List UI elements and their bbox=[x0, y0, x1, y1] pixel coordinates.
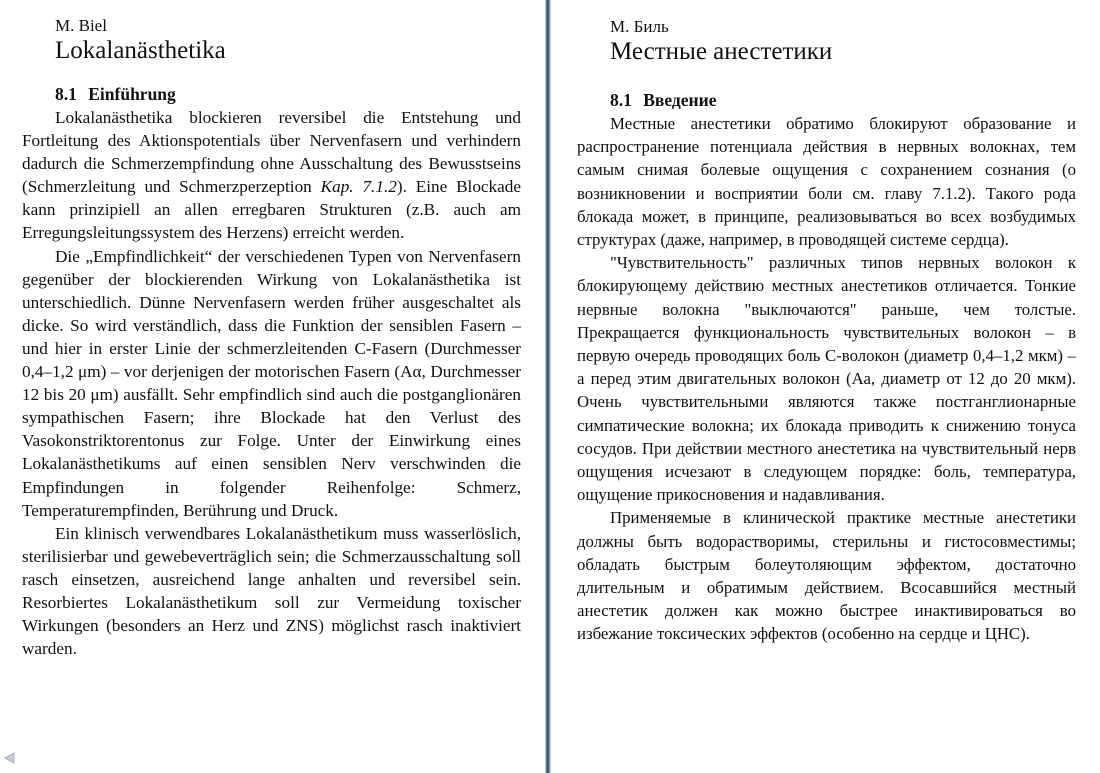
paragraph-1 bbox=[22, 106, 521, 245]
paragraph-3: Применяемые в клинической практике местные анестетики должны быть водорастворимы, стерильны и гистосовместимы; обладать быстрым болеутоляющим эффектом, достаточно длительным и обратимым действием. Всосавшийся местный анестетик должен как можно быстрее инактивироваться во избежание токсических эффектов (особенно на сердце и ЦНС). bbox=[577, 508, 1076, 644]
section-heading bbox=[55, 83, 521, 106]
section-title: Einführung bbox=[88, 84, 176, 104]
author-name: M. Biel bbox=[55, 16, 107, 35]
section-title: Введение bbox=[643, 90, 717, 110]
paragraph-2: Die „Empfindlichkeit“ der verschiedenen Typen von Nervenfasern gegenüber der blockierenden Wirkung von Lokalanästhetika ist unterschiedlich. Dünne Nervenfasern werden früher ausgeschaltet als dicke. So wird verständlich, dass die Funktion der sensiblen Fasern – und hier in erster Linie der schmerzleitenden C-Fasern (Durchmesser 0,4–1,2 μm) – vor derjenigen der motorischen Fasern (Aα, Durchmesser 12 bis 20 μm) ausfällt. Sehr empfindlich sind auch die postganglionären sympathischen Fasern; ihre Blockade hat den Verlust des Vasokonstriktorentonus zur Folge. Unter der Einwirkung eines Lokalanästhetikums auf einen sensiblen Nerv verschwinden die Empfindungen in folgender Reihenfolge: Schmerz, Temperaturempfinden, Berührung und Druck. bbox=[22, 246, 521, 520]
paragraph-text: Lokalanästhetika blockieren reversibel die Entstehung und Fortleitung des Aktionspotentials über Nervenfasern und verhindern dadurch die Schmerzempfindung ohne Ausschaltung des Bewusstseins (Schmerzleitung und Schmerzperzeption bbox=[22, 108, 521, 197]
document-title: Местные анестетики bbox=[610, 38, 833, 65]
section-heading bbox=[610, 89, 1076, 112]
paragraph-2: "Чувствительность" различных типов нервных волокон к блокирующему действию местных анестетиков отличается. Тонкие нервные волокна "выключаются" раньше, чем толстые. Прекращается функциональность чувствительных волокон – в первую очередь проводящих боль С-волокон (диаметр 0,4–1,2 мкм) – а перед этим двигательных волокон (Аа, диаметр от 12 до 20 мкм). Очень чувствительными являются также постганглионарные симпатические волокна; их блокада приводить к снижению тонуса сосудов. При действии местного анестетика на чувствительный нерв ощущения исчезают в следующем порядке: боль, температура, ощущение прикосновения и надавливания. bbox=[577, 253, 1076, 505]
left-page bbox=[0, 0, 545, 773]
chapter-reference: Kap. 7.1.2 bbox=[320, 177, 397, 197]
back-arrow-icon[interactable] bbox=[3, 751, 17, 765]
document-title: Lokalanästhetika bbox=[55, 37, 226, 64]
paragraph-3: Ein klinisch verwendbares Lokalanästhetikum muss wasserlöslich, sterilisierbar und gewebeverträglich sein; die Schmerzausschaltung soll rasch einsetzen, ausreichend lange anhalten und reversibel sein. Resorbiertes Lokalanästhetikum soll zur Vermeidung toxischer Wirkungen (besonders an Herz und ZNS) möglichst rasch inaktiviert warden. bbox=[22, 523, 521, 659]
paragraph-text: ). Eine Blockade kann prinzipiell an allen erregbaren Strukturen (z.B. auch am Erregungsleitungssystem des Herzens) erreicht werden. bbox=[22, 177, 521, 243]
paragraph-1: Местные анестетики обратимо блокируют образование и распространение потенциала действия в нервных волокнах, тем самым снимая болевые ощущения с сохранением сознания (о возникновении и восприятии боли см. главу 7.1.2). Такого рода блокада может, в принципе, реализовываться во всех возбудимых структурах (даже, например, в проводящей системе сердца). bbox=[577, 114, 1076, 250]
right-page bbox=[551, 0, 1100, 773]
section-number: 8.1 bbox=[610, 90, 632, 110]
section-number: 8.1 bbox=[55, 84, 77, 104]
author-name: М. Биль bbox=[610, 17, 669, 36]
